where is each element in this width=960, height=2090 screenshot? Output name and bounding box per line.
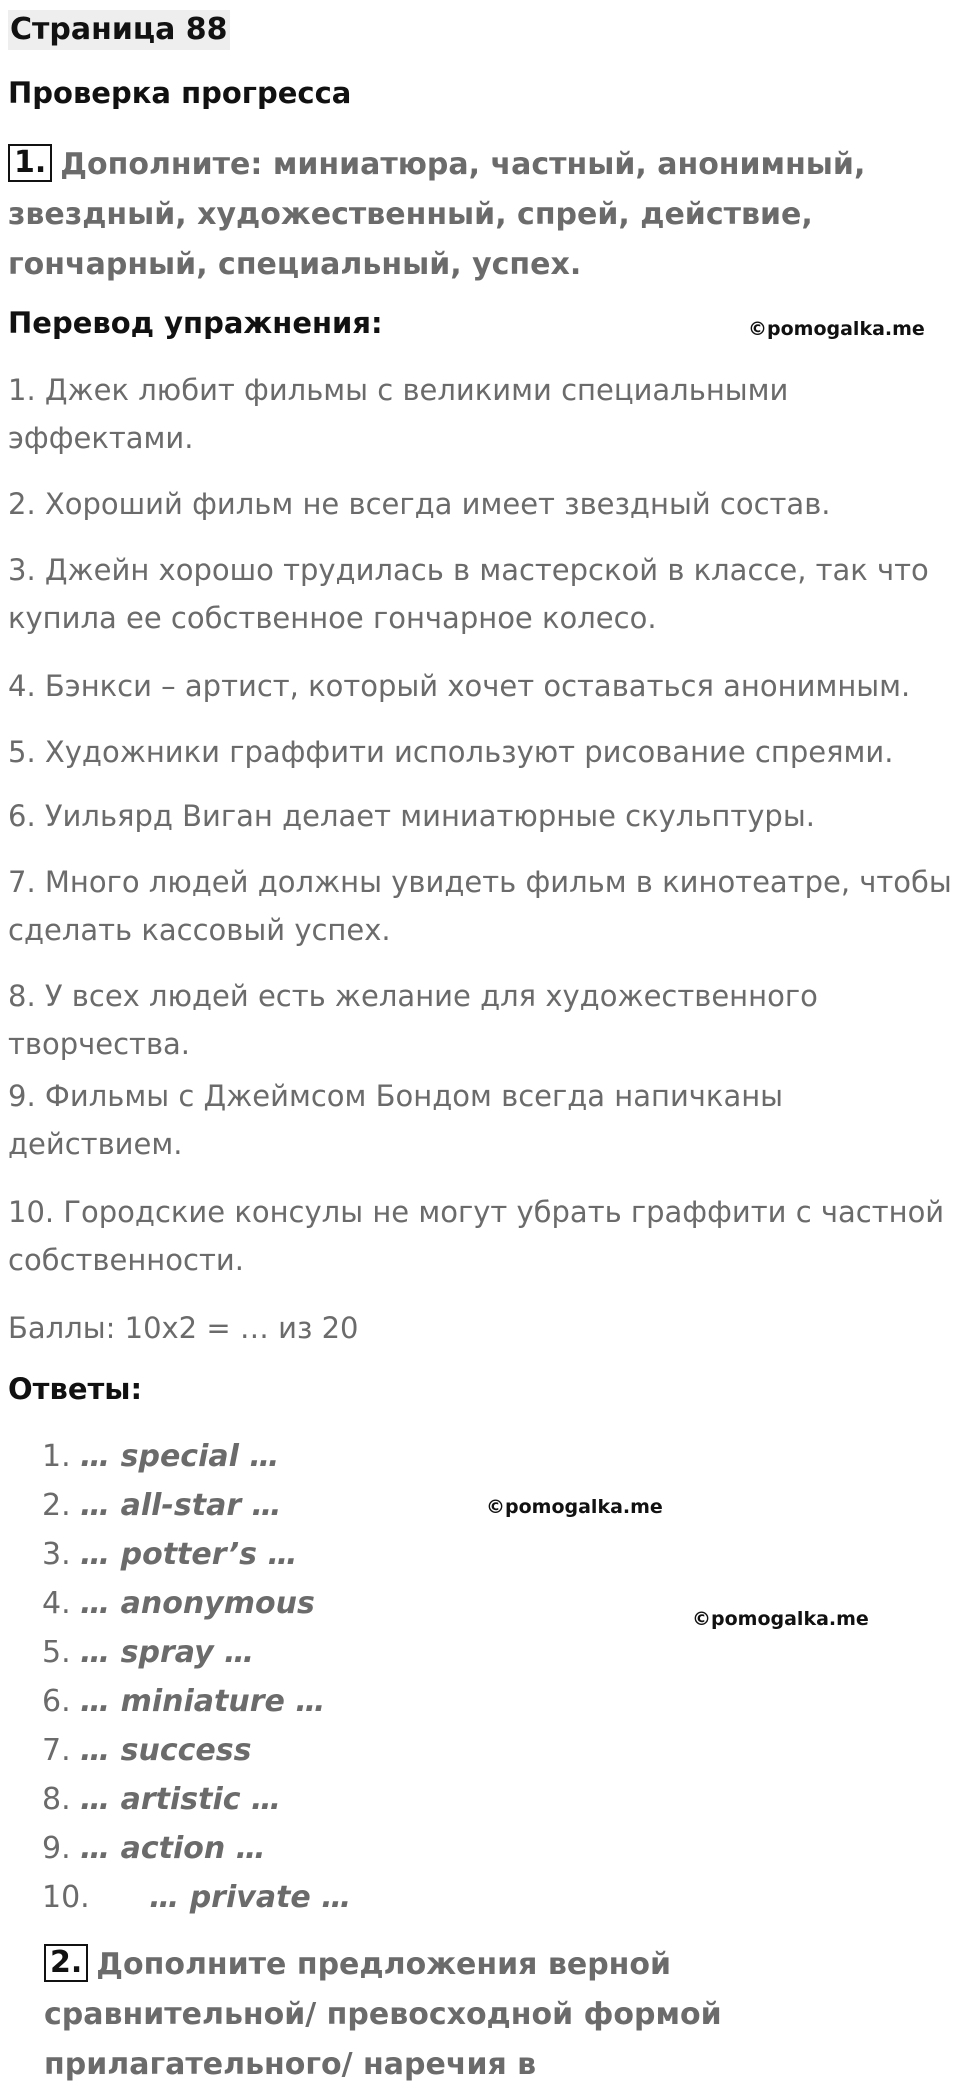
answers-heading: Ответы: bbox=[8, 1372, 143, 1406]
task-1-instruction: Дополните: миниатюра, частный, анонимный, звездный, художественный, спрей, действие, гончарный, специальный, успех. bbox=[8, 147, 866, 282]
task-1-number: 1. bbox=[8, 144, 52, 182]
answer-item: 6. … miniature … bbox=[42, 1684, 326, 1719]
answer-item: 5. … spray … bbox=[42, 1635, 255, 1670]
watermark-1: ©pomogalka.me bbox=[748, 318, 925, 340]
answer-text: … private … bbox=[149, 1880, 352, 1915]
sentence-7: 7. Много людей должны увидеть фильм в кинотеатре, чтобы сделать кассовый успех. bbox=[8, 865, 952, 947]
answer-text: … success bbox=[80, 1733, 252, 1768]
sentence-10: 10. Городские консулы не могут убрать граффити с частной собственности. bbox=[8, 1195, 945, 1277]
answer-text: … special … bbox=[80, 1439, 280, 1474]
task-2-instruction: Дополните предложения верной сравнительной/ превосходной формой прилагательного/ наречия в bbox=[44, 1947, 722, 2082]
answer-text: … miniature … bbox=[80, 1684, 326, 1719]
task-1 bbox=[8, 140, 958, 290]
translation-heading: Перевод упражнения: bbox=[8, 306, 383, 340]
watermark-3: ©pomogalka.me bbox=[692, 1608, 869, 1630]
answer-item: 3. … potter’s … bbox=[42, 1537, 298, 1572]
sentence-1: 1. Джек любит фильмы с великими специальными эффектами. bbox=[8, 373, 789, 455]
task-2-number: 2. bbox=[44, 1944, 88, 1982]
section-title: Проверка прогресса bbox=[8, 76, 352, 110]
score-line: Баллы: 10х2 = … из 20 bbox=[8, 1311, 359, 1345]
answer-text: … artistic … bbox=[80, 1782, 281, 1817]
watermark-2: ©pomogalka.me bbox=[486, 1496, 663, 1518]
answer-text: … anonymous bbox=[80, 1586, 315, 1621]
answer-item: 8. … artistic … bbox=[42, 1782, 281, 1817]
sentence-9: 9. Фильмы с Джеймсом Бондом всегда напичканы действием. bbox=[8, 1079, 784, 1161]
answer-item: 1. … special … bbox=[42, 1439, 280, 1474]
answer-text: … potter’s … bbox=[80, 1537, 298, 1572]
page-title: Страница 88 bbox=[8, 10, 230, 50]
sentence-8: 8. У всех людей есть желание для художественного творчества. bbox=[8, 979, 818, 1061]
answer-item: 2. … all-star … bbox=[42, 1488, 282, 1523]
answers-list bbox=[42, 1432, 351, 1922]
sentence-3: 3. Джейн хорошо трудилась в мастерской в классе, так что купила ее собственное гончарное колесо. bbox=[8, 553, 929, 635]
answer-item: 4. … anonymous bbox=[42, 1586, 315, 1621]
answer-text: … action … bbox=[80, 1831, 266, 1866]
task-2 bbox=[44, 1940, 944, 2090]
answer-item: 10. … private … bbox=[42, 1880, 352, 1915]
answer-item: 9. … action … bbox=[42, 1831, 266, 1866]
sentence-6: 6. Уильярд Виган делает миниатюрные скульптуры. bbox=[8, 799, 815, 833]
sentence-4: 4. Бэнкси – артист, который хочет оставаться анонимным. bbox=[8, 669, 911, 703]
sentence-2: 2. Хороший фильм не всегда имеет звездный состав. bbox=[8, 487, 831, 521]
sentence-5: 5. Художники граффити используют рисование спреями. bbox=[8, 735, 894, 769]
answer-text: … spray … bbox=[80, 1635, 255, 1670]
answer-text: … all-star … bbox=[80, 1488, 282, 1523]
answer-item: 7. … success bbox=[42, 1733, 252, 1768]
